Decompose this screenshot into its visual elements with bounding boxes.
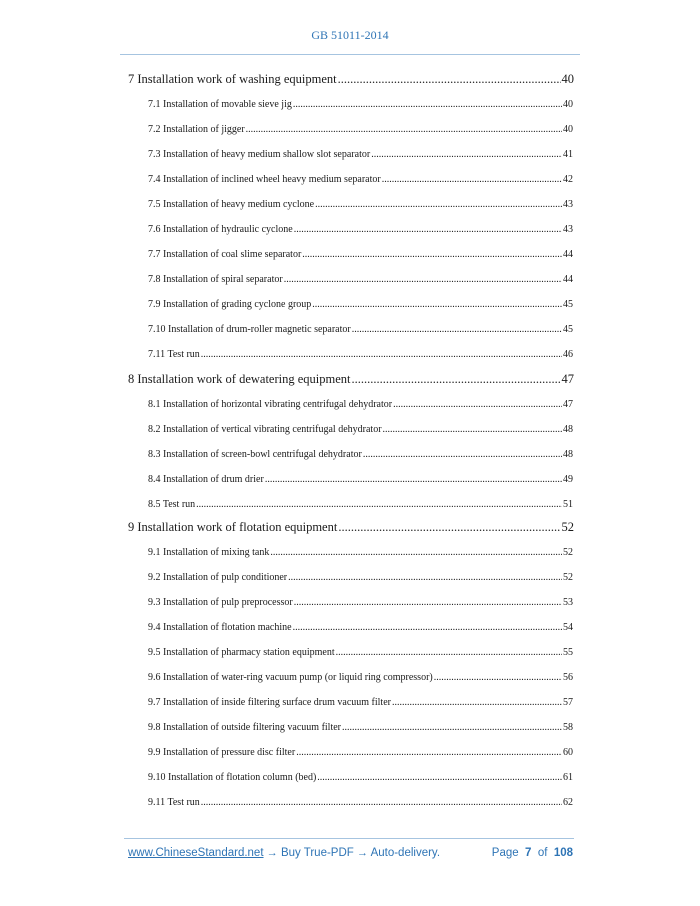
toc-chapter-entry[interactable] [128, 520, 574, 535]
toc-section-title: 7.8 Installation of spiral separator [148, 274, 283, 285]
toc-page-number: 52 [561, 520, 574, 534]
toc-section-title: 8.4 Installation of drum drier [148, 474, 264, 485]
toc-page-number: 44 [563, 249, 573, 260]
toc-section-title: 8.2 Installation of vertical vibrating centrifugal dehydrator [148, 424, 382, 435]
toc-section-entry[interactable] [148, 622, 573, 633]
toc-page-number: 45 [563, 299, 573, 310]
toc-section-entry[interactable] [148, 224, 573, 235]
page-current: 7 [525, 847, 532, 859]
toc-page-number: 48 [563, 449, 573, 460]
leader-dots [294, 597, 562, 608]
leader-dots [196, 499, 562, 510]
toc-section-title: 9.9 Installation of pressure disc filter [148, 747, 296, 758]
leader-dots [270, 547, 562, 558]
footer-promo [128, 847, 440, 859]
leader-dots [434, 672, 562, 683]
arrow-right-icon: → [357, 847, 368, 859]
toc-section-entry[interactable] [148, 174, 573, 185]
toc-page-number: 49 [563, 474, 573, 485]
toc-section-entry[interactable] [148, 647, 573, 658]
leader-dots [336, 647, 562, 658]
toc-page-number: 55 [563, 647, 573, 658]
toc-section-title: 9.5 Installation of pharmacy station equipment [148, 647, 335, 658]
toc-chapter-entry[interactable] [128, 372, 574, 387]
toc-section-entry[interactable] [148, 199, 573, 210]
toc-section-entry[interactable] [148, 697, 573, 708]
page-label: Page [491, 847, 519, 859]
running-header: GB 51011-2014 [311, 28, 389, 42]
toc-section-entry[interactable] [148, 99, 573, 110]
toc-section-title: 7.3 Installation of heavy medium shallow slot separator [148, 149, 371, 160]
leader-dots [393, 399, 562, 410]
toc-section-entry[interactable] [148, 747, 573, 758]
toc-page-number: 40 [561, 72, 574, 86]
page-total: 108 [553, 847, 573, 859]
toc-section-entry[interactable] [148, 399, 573, 410]
toc-section-entry[interactable] [148, 597, 573, 608]
toc-page-number: 40 [563, 124, 573, 135]
leader-dots [288, 572, 562, 583]
arrow-right-icon: → [266, 847, 278, 859]
toc-page-number: 47 [563, 399, 573, 410]
toc-chapter-title: 7 Installation work of washing equipment [128, 72, 337, 86]
toc-section-title: 9.1 Installation of mixing tank [148, 547, 270, 558]
leader-dots [317, 772, 562, 783]
toc-section-title: 7.5 Installation of heavy medium cyclone [148, 199, 315, 210]
toc-section-title: 8.3 Installation of screen-bowl centrifugal dehydrator [148, 449, 362, 460]
toc-section-title: 9.2 Installation of pulp conditioner [148, 572, 288, 583]
toc-chapter-title: 9 Installation work of flotation equipment [128, 520, 338, 534]
leader-dots [338, 520, 560, 535]
leader-dots [312, 299, 562, 310]
toc-page-number: 51 [563, 499, 573, 510]
toc-page-number: 48 [563, 424, 573, 435]
toc-section-title: 9.10 Installation of flotation column (bed) [148, 772, 317, 783]
toc-section-entry[interactable] [148, 474, 573, 485]
leader-dots [284, 274, 562, 285]
footer-divider [124, 838, 574, 839]
toc-page-number: 61 [563, 772, 573, 783]
leader-dots [296, 747, 562, 758]
toc-section-title: 8.5 Test run [148, 499, 196, 510]
toc-section-title: 9.3 Installation of pulp preprocessor [148, 597, 293, 608]
toc-section-title: 9.7 Installation of inside filtering surface drum vacuum filter [148, 697, 391, 708]
toc-page-number: 52 [563, 572, 573, 583]
page-of: of [537, 847, 548, 859]
leader-dots [382, 174, 562, 185]
leader-dots [201, 349, 562, 360]
toc-section-entry[interactable] [148, 299, 573, 310]
toc-section-title: 7.6 Installation of hydraulic cyclone [148, 224, 293, 235]
toc-section-entry[interactable] [148, 722, 573, 733]
toc-page-number: 40 [563, 99, 573, 110]
toc-chapter-title: 8 Installation work of dewatering equipment [128, 372, 351, 386]
toc-section-entry[interactable] [148, 499, 573, 510]
toc-section-entry[interactable] [148, 772, 573, 783]
leader-dots [371, 149, 562, 160]
header-divider [120, 54, 580, 55]
toc-page-number: 44 [563, 274, 573, 285]
toc-section-entry[interactable] [148, 249, 573, 260]
leader-dots [265, 474, 562, 485]
site-link[interactable]: www.ChineseStandard.net [128, 847, 264, 859]
toc-page-number: 58 [563, 722, 573, 733]
toc-section-entry[interactable] [148, 349, 573, 360]
page-indicator [492, 847, 573, 859]
toc-page-number: 43 [563, 199, 573, 210]
leader-dots [294, 224, 562, 235]
toc-page-number: 47 [561, 372, 574, 386]
page-footer [128, 847, 573, 859]
leader-dots [363, 449, 562, 460]
toc-section-entry[interactable] [148, 274, 573, 285]
toc-section-entry[interactable] [148, 149, 573, 160]
leader-dots [201, 797, 562, 808]
toc-section-title: 8.1 Installation of horizontal vibrating centrifugal dehydrator [148, 399, 393, 410]
toc-section-title: 9.8 Installation of outside filtering vacuum filter [148, 722, 342, 733]
toc-section-title: 9.11 Test run [148, 797, 200, 808]
toc-section-entry[interactable] [148, 124, 573, 135]
toc-page-number: 43 [563, 224, 573, 235]
toc-section-title: 7.2 Installation of jigger [148, 124, 245, 135]
toc-page-number: 57 [563, 697, 573, 708]
leader-dots [352, 324, 562, 335]
toc-page-number: 60 [563, 747, 573, 758]
toc-page-number: 41 [563, 149, 573, 160]
toc-section-entry[interactable] [148, 797, 573, 808]
toc-page-number: 62 [563, 797, 573, 808]
toc-section-entry[interactable] [148, 324, 573, 335]
leader-dots [338, 72, 561, 87]
toc-section-title: 9.6 Installation of water-ring vacuum pump (or liquid ring compressor) [148, 672, 433, 683]
toc-chapter-entry[interactable] [128, 72, 574, 87]
toc-page-number: 56 [563, 672, 573, 683]
leader-dots [302, 249, 562, 260]
leader-dots [293, 99, 562, 110]
toc-page-number: 42 [563, 174, 573, 185]
toc-section-entry[interactable] [148, 449, 573, 460]
toc-section-entry[interactable] [148, 424, 573, 435]
toc-section-entry[interactable] [148, 547, 573, 558]
toc-section-title: 7.11 Test run [148, 349, 200, 360]
toc-section-title: 7.4 Installation of inclined wheel heavy medium separator [148, 174, 381, 185]
toc-section-entry[interactable] [148, 672, 573, 683]
toc-section-title: 7.10 Installation of drum-roller magnetic separator [148, 324, 351, 335]
leader-dots [293, 622, 562, 633]
buy-text: Buy True-PDF [280, 847, 354, 859]
leader-dots [246, 124, 562, 135]
toc-section-entry[interactable] [148, 572, 573, 583]
leader-dots [383, 424, 562, 435]
toc-page-number: 52 [563, 547, 573, 558]
toc-section-title: 7.9 Installation of grading cyclone group [148, 299, 312, 310]
toc-section-title: 7.1 Installation of movable sieve jig [148, 99, 292, 110]
toc-page-number: 54 [563, 622, 573, 633]
toc-page-number: 53 [563, 597, 573, 608]
toc-section-title: 7.7 Installation of coal slime separator [148, 249, 302, 260]
delivery-text: Auto-delivery. [370, 847, 441, 859]
toc-section-title: 9.4 Installation of flotation machine [148, 622, 292, 633]
leader-dots [342, 722, 562, 733]
toc-page-number: 46 [563, 349, 573, 360]
leader-dots [352, 372, 561, 387]
leader-dots [392, 697, 562, 708]
toc-page-number: 45 [563, 324, 573, 335]
leader-dots [315, 199, 562, 210]
